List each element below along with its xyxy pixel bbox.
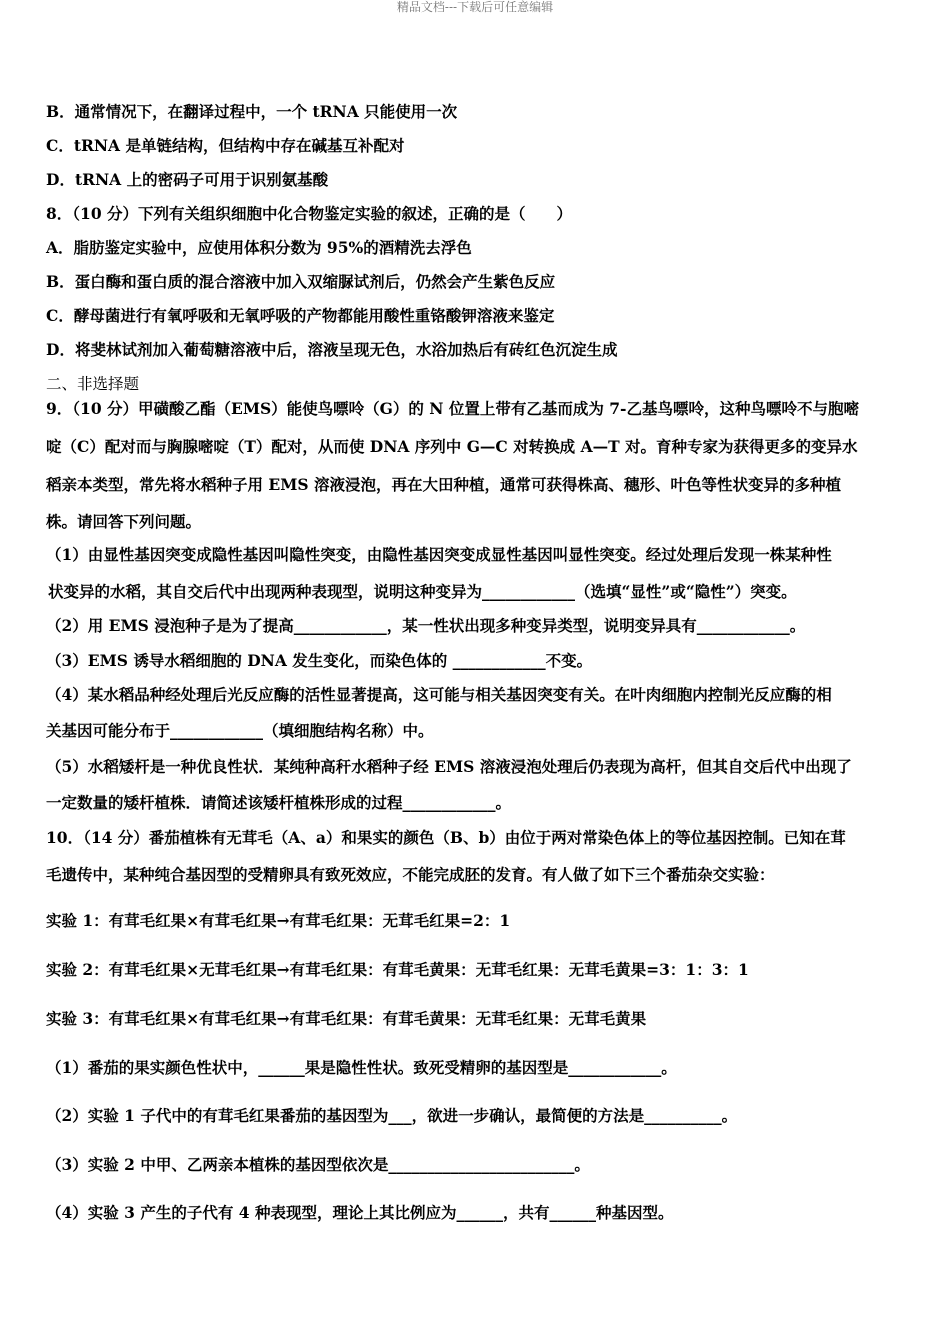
question-9-stem-line3: 稻亲本类型，常先将水稻种子用 EMS 溶液浸泡，再在大田种植，通常可获得株高、穗形、叶色等性状变异的多种植 bbox=[46, 475, 841, 494]
option-7b: B．通常情况下，在翻译过程中，一个 tRNA 只能使用一次 bbox=[46, 102, 458, 121]
option-8d: D．将斐林试剂加入葡萄糖溶液中后，溶液呈现无色，水浴加热后有砖红色沉淀生成 bbox=[46, 340, 618, 359]
section-heading: 二、非选择题 bbox=[46, 375, 140, 393]
question-9-part4-line1: （4）某水稻品种经处理后光反应酶的活性显著提高，这可能与相关基因突变有关。在叶肉细胞内控制光反应酶的相 bbox=[46, 685, 832, 704]
experiment-3: 实验 3：有茸毛红果×有茸毛红果→有茸毛红果：有茸毛黄果：无茸毛红果：无茸毛黄果 bbox=[46, 1009, 647, 1028]
question-10-part2: （2）实验 1 子代中的有茸毛红果番茄的基因型为___，欲进一步确认，最简便的方法是__________。 bbox=[46, 1106, 738, 1125]
question-10-part1: （1）番茄的果实颜色性状中，______果是隐性性状。致死受精卵的基因型是____________。 bbox=[46, 1058, 677, 1077]
question-10-part3: （3）实验 2 中甲、乙两亲本植株的基因型依次是________________________。 bbox=[46, 1155, 590, 1174]
page-header: 精品文档---下载后可任意编辑 bbox=[396, 0, 554, 14]
question-9-part5-line2: 一定数量的矮杆植株．请简述该矮杆植株形成的过程____________。 bbox=[46, 793, 512, 812]
option-8b: B．蛋白酶和蛋白质的混合溶液中加入双缩脲试剂后，仍然会产生紫色反应 bbox=[46, 272, 556, 291]
question-8-stem: 8．（10 分）下列有关组织细胞中化合物鉴定实验的叙述，正确的是（ ） bbox=[46, 204, 573, 223]
question-9-stem-line1: 9．（10 分）甲磺酸乙酯（EMS）能使鸟嘌呤（G）的 N 位置上带有乙基而成为 7-乙基鸟嘌呤，这种鸟嘌呤不与胞嘧 bbox=[46, 399, 859, 418]
option-8a: A．脂肪鉴定实验中，应使用体积分数为 95%的酒精洗去浮色 bbox=[46, 238, 472, 257]
question-9-part5-line1: （5）水稻矮杆是一种优良性状．某纯种高秆水稻种子经 EMS 溶液浸泡处理后仍表现为高杆，但其自交后代中出现了 bbox=[46, 757, 852, 776]
option-7c: C．tRNA 是单链结构，但结构中存在碱基互补配对 bbox=[46, 136, 405, 155]
question-9-part4-line2: 关基因可能分布于____________（填细胞结构名称）中。 bbox=[46, 721, 434, 740]
question-10-stem-line1: 10．（14 分）番茄植株有无茸毛（A、a）和果实的颜色（B、b）由位于两对常染色体上的等位基因控制。已知在茸 bbox=[46, 828, 846, 847]
option-8c: C．酵母菌进行有氧呼吸和无氧呼吸的产物都能用酸性重铬酸钾溶液来鉴定 bbox=[46, 306, 555, 325]
question-9-part3: （3）EMS 诱导水稻细胞的 DNA 发生变化，而染色体的 ____________不变。 bbox=[46, 651, 593, 670]
question-9-stem-line2: 啶（C）配对而与胸腺嘧啶（T）配对，从而使 DNA 序列中 G—C 对转换成 A—T 对。育种专家为获得更多的变异水 bbox=[46, 437, 858, 456]
option-7d: D．tRNA 上的密码子可用于识别氨基酸 bbox=[46, 170, 329, 189]
question-10-stem-line2: 毛遗传中，某种纯合基因型的受精卵具有致死效应，不能完成胚的发育。有人做了如下三个番茄杂交实验： bbox=[46, 865, 775, 884]
question-9-part1-line2: 状变异的水稻，其自交后代中出现两种表现型，说明这种变异为____________（选填“显性”或“隐性”）突变。 bbox=[48, 582, 797, 601]
experiment-2: 实验 2：有茸毛红果×无茸毛红果→有茸毛红果：有茸毛黄果：无茸毛红果：无茸毛黄果=3：1：3：1 bbox=[46, 960, 749, 979]
question-9-part2: （2）用 EMS 浸泡种子是为了提高____________，某一性状出现多种变异类型，说明变异具有____________。 bbox=[46, 616, 806, 635]
question-9-stem-line4: 株。请回答下列问题。 bbox=[46, 512, 202, 531]
experiment-1: 实验 1：有茸毛红果×有茸毛红果→有茸毛红果：无茸毛红果=2：1 bbox=[46, 911, 511, 930]
question-10-part4: （4）实验 3 产生的子代有 4 种表现型，理论上其比例应为______，共有______种基因型。 bbox=[46, 1203, 674, 1222]
question-9-part1-line1: （1）由显性基因突变成隐性基因叫隐性突变，由隐性基因突变成显性基因叫显性突变。经过处理后发现一株某种性 bbox=[46, 545, 832, 564]
